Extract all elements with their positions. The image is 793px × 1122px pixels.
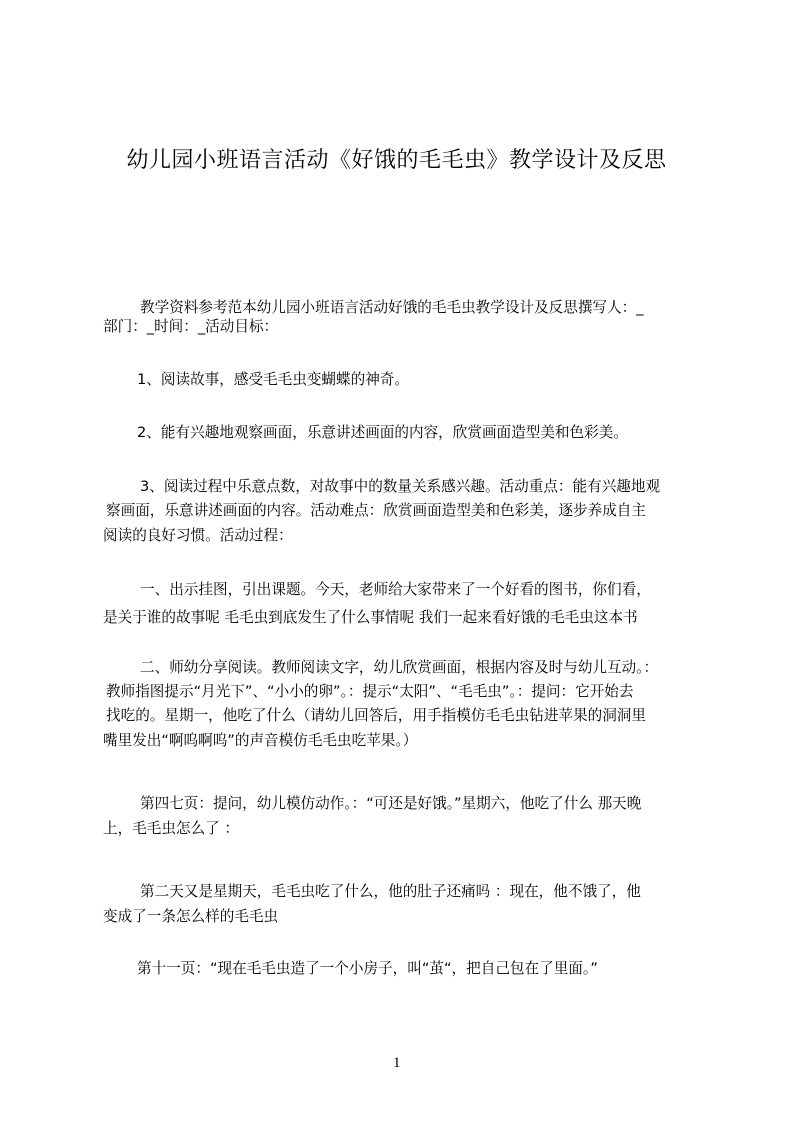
text-line: 找吃的。星期一，他吃了什么（请幼儿回答后，用手指模仿毛毛虫钻进苹果的洞洞里 <box>106 707 646 724</box>
text-line: 第四七页：提问，幼儿模仿动作。：“可还是好饿。”星期六，他吃了什么 那天晚 <box>140 795 642 812</box>
text-line: 二、师幼分享阅读。教师阅读文字，幼儿欣赏画面，根据内容及时与幼儿互动。： <box>140 659 659 676</box>
text-line: 教师指图提示“月光下”、“小小的卵”。：提示“太阳”、“毛毛虫”。：提问：它开始去 <box>106 683 634 700</box>
document-title: 幼儿园小班语言活动《好饿的毛毛虫》教学设计及反思 <box>126 148 667 173</box>
text-line: 是关于谁的故事呢 毛毛虫到底发生了什么事情呢 我们一起来看好饿的毛毛虫这本书 <box>103 609 638 626</box>
text-line: 第十一页：“现在毛毛虫造了一个小房子，叫“茧“，把自己包在了里面。” <box>137 960 598 977</box>
text-line: 察画面，乐意讲述画面的内容。活动难点：欣赏画面造型美和色彩美，逐步养成自主 <box>106 502 646 519</box>
text-line: 变成了一条怎么样的毛毛虫 <box>103 908 279 925</box>
text-line: 部门：_时间：_活动目标： <box>103 318 279 335</box>
text-line: 教学资料参考范本幼儿园小班语言活动好饿的毛毛虫教学设计及反思撰写人：_ <box>140 299 644 316</box>
text-line: 3、阅读过程中乐意点数，对故事中的数量关系感兴趣。活动重点：能有兴趣地观 <box>140 478 661 495</box>
text-line: 一、出示挂图，引出课题。今天，老师给大家带来了一个好看的图书，你们看， <box>140 581 651 598</box>
text-line: 阅读的良好习惯。活动过程： <box>103 527 293 544</box>
page-number: 1 <box>393 1055 401 1071</box>
text-line: 上，毛毛虫怎么了 ： <box>103 820 239 837</box>
text-line: 2、能有兴趣地观察画面，乐意讲述画面的内容，欣赏画面造型美和色彩美。 <box>137 424 628 441</box>
text-line: 嘴里发出“啊呜啊呜”的声音模仿毛毛虫吃苹果。） <box>103 732 418 749</box>
text-line: 第二天又是星期天，毛毛虫吃了什么，他的肚子还痛吗 ：现在，他不饿了，他 <box>140 883 641 900</box>
text-line: 1、阅读故事，感受毛毛虫变蝴蝶的神奇。 <box>137 371 409 388</box>
